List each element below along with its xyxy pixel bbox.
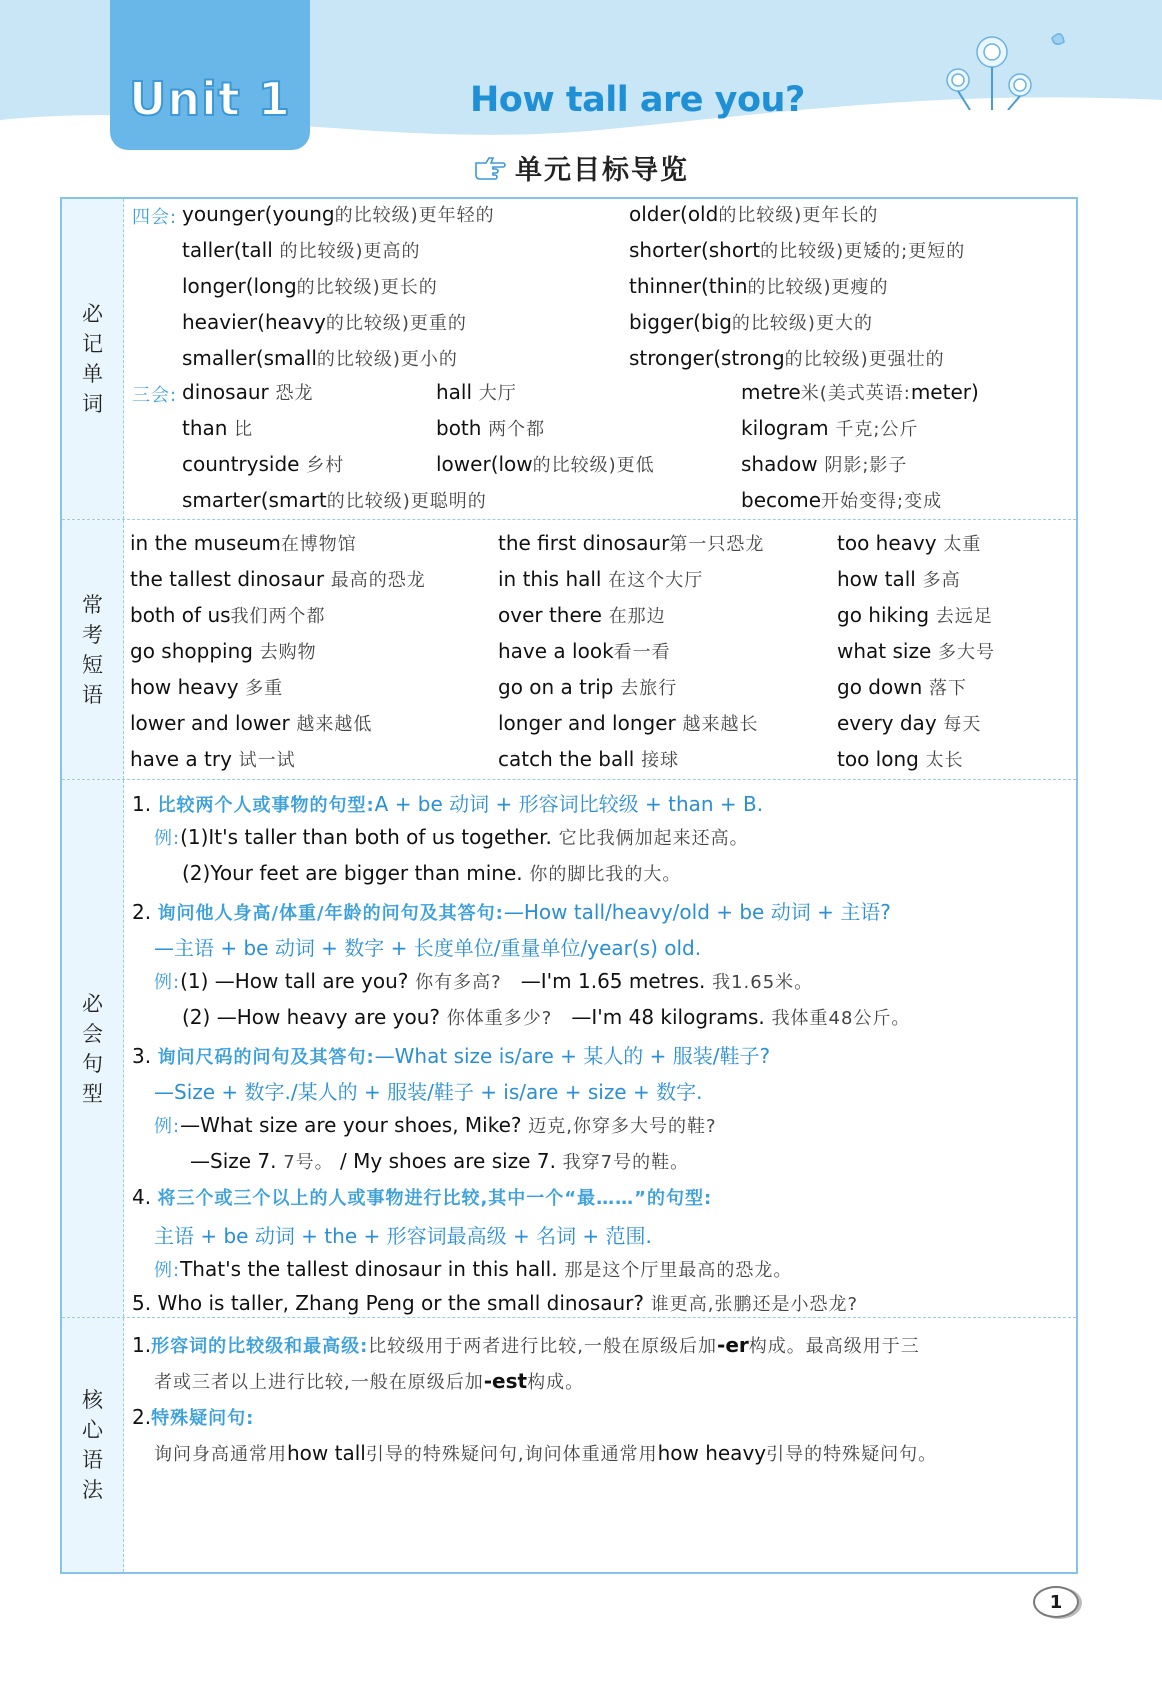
sentence-item: 5. Who is taller, Zhang Peng or the small dinosaur? 谁更高,张鹏还是小恐龙? <box>132 1291 859 1315</box>
vocab-item: kilogram 千克;公斤 <box>741 416 919 440</box>
vocab-item: dinosaur 恐龙 <box>182 380 314 404</box>
sentence-rule: 1. 比较两个人或事物的句型:A + be 动词 + 形容词比较级 + than + B. <box>132 792 764 816</box>
phrase-item: too long 太长 <box>837 747 964 771</box>
phrase-item: the tallest dinosaur 最高的恐龙 <box>130 567 426 591</box>
unit-tab <box>110 0 310 150</box>
vocab-item: lower(low的比较级)更低 <box>436 452 655 476</box>
phrase-item: over there 在那边 <box>498 603 666 627</box>
sentences-body <box>124 780 1076 1317</box>
sentence-rule: 4. 将三个或三个以上的人或事物进行比较,其中一个“最……”的句型: <box>132 1185 713 1209</box>
phrase-item: lower and lower 越来越低 <box>130 711 373 735</box>
vocab-body <box>124 199 1076 519</box>
phrase-item: too heavy 太重 <box>837 531 982 555</box>
phrases-row <box>62 520 1076 780</box>
phrases-body <box>124 520 1076 779</box>
sentence-rule: 主语 + be 动词 + the + 形容词最高级 + 名词 + 范围. <box>154 1224 652 1248</box>
vocab-row <box>62 199 1076 520</box>
vocab-item: hall 大厅 <box>436 380 517 404</box>
unit-label: Unit 1 <box>129 72 291 126</box>
vocab-item: thinner(thin的比较级)更瘦的 <box>629 274 889 298</box>
vocab-item: both 两个都 <box>436 416 546 440</box>
vocab-item: younger(young的比较级)更年轻的 <box>182 202 495 226</box>
sentence-rule: —Size + 数字./某人的 + 服装/鞋子 + is/are + size + 数字. <box>154 1080 703 1104</box>
phrase-item: go on a trip 去旅行 <box>498 675 678 699</box>
grammar-item: 2.特殊疑问句: <box>132 1405 255 1429</box>
grammar-row <box>62 1318 1076 1572</box>
vocab-item: countryside 乡村 <box>182 452 345 476</box>
three-skill-tag: 三会: <box>132 385 178 406</box>
phrase-item: how tall 多高 <box>837 567 961 591</box>
vocab-item: smaller(small的比较级)更小的 <box>182 346 458 370</box>
phrase-item: in this hall 在这个大厅 <box>498 567 704 591</box>
vocab-item: shorter(short的比较级)更矮的;更短的 <box>629 238 966 262</box>
vocab-item: older(old的比较级)更年长的 <box>629 202 879 226</box>
grammar-item: 询问身高通常用how tall引导的特殊疑问句,询问体重通常用how heavy引导的特殊疑问句。 <box>154 1441 938 1465</box>
phrase-item: longer and longer 越来越长 <box>498 711 759 735</box>
sentence-example: —Size 7. 7号。 / My shoes are size 7. 我穿7号的鞋。 <box>190 1149 690 1173</box>
phrase-item: go shopping 去购物 <box>130 639 317 663</box>
vocab-item: than 比 <box>182 416 254 440</box>
grammar-row-label: 核 心 语 法 <box>62 1318 124 1572</box>
sentence-rule: 3. 询问尺码的问句及其答句:—What size is/are + 某人的 + 服装/鞋子? <box>132 1044 771 1068</box>
vocab-item: stronger(strong的比较级)更强壮的 <box>629 346 945 370</box>
four-skill-tag: 四会: <box>132 207 178 228</box>
sentences-row-label: 必 会 句 型 <box>62 780 124 1317</box>
overview-table <box>60 197 1078 1574</box>
page-number: 1 <box>1033 1586 1079 1618</box>
vocab-item: longer(long的比较级)更长的 <box>182 274 438 298</box>
phrase-item: how heavy 多重 <box>130 675 284 699</box>
sentences-row <box>62 780 1076 1318</box>
vocab-item: bigger(big的比较级)更大的 <box>629 310 873 334</box>
vocab-item: metre米(美式英语:meter) <box>741 380 979 404</box>
phrase-item: go hiking 去远足 <box>837 603 993 627</box>
grammar-body <box>124 1318 1076 1572</box>
sentence-rule: —主语 + be 动词 + 数字 + 长度单位/重量单位/year(s) old. <box>154 936 702 960</box>
phrase-item: have a try 试一试 <box>130 747 296 771</box>
vocab-row-label: 必 记 单 词 <box>62 199 124 519</box>
vocab-item: become开始变得;变成 <box>741 488 943 512</box>
pointing-hand-icon <box>473 155 507 181</box>
phrase-item: have a look看一看 <box>498 639 671 663</box>
sentence-example: (2) —How heavy are you? 你体重多少? —I'm 48 kilograms. 我体重48公斤。 <box>182 1005 911 1029</box>
phrase-item: catch the ball 接球 <box>498 747 680 771</box>
vocab-item: heavier(heavy的比较级)更重的 <box>182 310 467 334</box>
phrase-item: the first dinosaur第一只恐龙 <box>498 531 765 555</box>
phrase-item: go down 落下 <box>837 675 967 699</box>
vocab-item: smarter(smart的比较级)更聪明的 <box>182 488 487 512</box>
phrase-item: what size 多大号 <box>837 639 996 663</box>
vocab-item: taller(tall 的比较级)更高的 <box>182 238 421 262</box>
phrases-row-label: 常 考 短 语 <box>62 520 124 779</box>
phrase-item: every day 每天 <box>837 711 982 735</box>
sentence-example: (2)Your feet are bigger than mine. 你的脚比我的大。 <box>182 861 682 885</box>
grammar-item: 1.形容词的比较级和最高级:比较级用于两者进行比较,一般在原级后加-er构成。最高级用于三 <box>132 1333 920 1357</box>
section-heading <box>0 148 1162 187</box>
page-title: How tall are you? <box>470 80 805 120</box>
sentence-example: 例:—What size are your shoes, Mike? 迈克,你穿多大号的鞋? <box>154 1113 717 1137</box>
sentence-example: 例:(1)It's taller than both of us together. 它比我俩加起来还高。 <box>154 825 749 849</box>
flower-butterfly-icon <box>920 20 1080 110</box>
vocab-item: shadow 阴影;影子 <box>741 452 908 476</box>
phrase-item: both of us我们两个都 <box>130 603 326 627</box>
sentence-rule: 2. 询问他人身高/体重/年龄的问句及其答句:—How tall/heavy/old + be 动词 + 主语? <box>132 900 891 924</box>
section-heading-text: 单元目标导览 <box>515 155 689 186</box>
grammar-item: 者或三者以上进行比较,一般在原级后加-est构成。 <box>154 1369 585 1393</box>
sentence-example: 例:(1) —How tall are you? 你有多高? —I'm 1.65 metres. 我1.65米。 <box>154 969 814 993</box>
sentence-example: 例:That's the tallest dinosaur in this hall. 那是这个厅里最高的恐龙。 <box>154 1257 793 1281</box>
phrase-item: in the museum在博物馆 <box>130 531 357 555</box>
